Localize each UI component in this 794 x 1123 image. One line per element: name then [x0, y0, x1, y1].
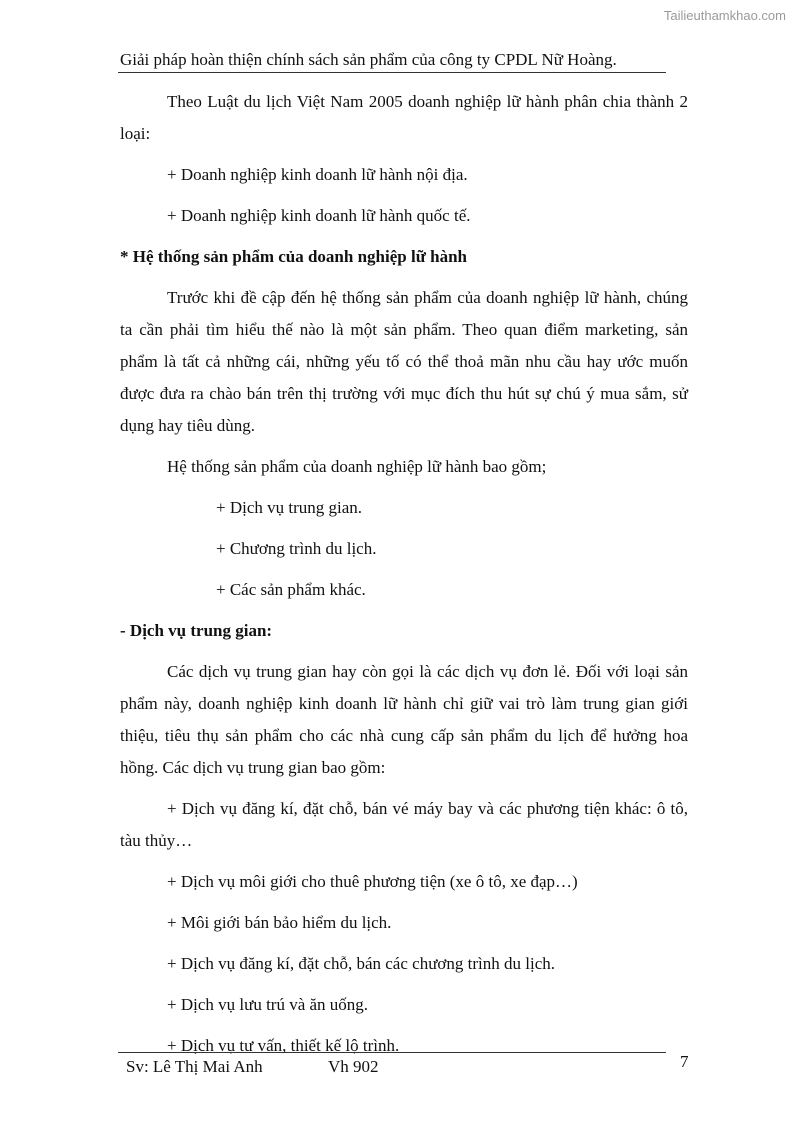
page-number: 7	[680, 1052, 689, 1071]
paragraph-product-definition: Trước khi đề cập đến hệ thống sản phẩm của doanh nghiệp lữ hành, chúng ta cần phải tìm hiểu thế nào là một sản phẩm. Theo quan điểm marketing, sản phẩm là tất cả những cái, những yếu tố có thể thoả mãn nhu cầu hay ước muốn được đưa ra chào bán trên thị trường với mục đích thu hút sự chú ý mua sắm, sử dụng hay tiêu dùng.	[120, 288, 688, 435]
list-item: + Chương trình du lịch.	[216, 539, 377, 558]
paragraph-law-classification: Theo Luật du lịch Việt Nam 2005 doanh nghiệp lữ hành phân chia thành 2 loại:	[120, 92, 688, 143]
list-item: + Dịch vụ môi giới cho thuê phương tiện (xe ô tô, xe đạp…)	[167, 872, 578, 891]
footer-class-code: Vh 902	[328, 1057, 379, 1076]
list-item: + Dịch vụ đăng kí, đặt chỗ, bán các chương trình du lịch.	[167, 954, 555, 973]
list-item: + Dịch vụ đăng kí, đặt chỗ, bán vé máy bay và các phương tiện khác: ô tô, tàu thủy…	[120, 799, 688, 850]
list-item: + Doanh nghiệp kinh doanh lữ hành nội địa.	[167, 165, 468, 184]
list-item: + Dịch vụ trung gian.	[216, 498, 363, 517]
list-item: + Dịch vụ tư vấn, thiết kế lộ trình.	[167, 1036, 400, 1055]
section-heading-intermediary-services: - Dịch vụ trung gian:	[120, 621, 273, 640]
list-item: + Doanh nghiệp kinh doanh lữ hành quốc tế.	[167, 206, 471, 225]
list-item: + Môi giới bán bảo hiểm du lịch.	[167, 913, 392, 932]
footer-divider	[118, 1052, 666, 1053]
page-header-title: Giải pháp hoàn thiện chính sách sản phẩm của công ty CPDL Nữ Hoàng.	[120, 50, 617, 69]
document-body	[120, 86, 688, 1062]
watermark-text: Tailieuthamkhao.com	[663, 8, 786, 23]
header-divider	[118, 72, 666, 73]
paragraph-intermediary-services: Các dịch vụ trung gian hay còn gọi là các dịch vụ đơn lẻ. Đối với loại sản phẩm này, doanh nghiệp kinh doanh lữ hành chỉ giữ vai trò làm trung gian giới thiệu, tiêu thụ sản phẩm cho các nhà cung cấp sản phẩm du lịch để hưởng hoa hồng. Các dịch vụ trung gian bao gồm:	[120, 662, 688, 777]
list-item: + Các sản phẩm khác.	[216, 580, 366, 599]
paragraph-product-system-intro: Hệ thống sản phẩm của doanh nghiệp lữ hành bao gồm;	[167, 457, 547, 476]
footer-student-name: Sv: Lê Thị Mai Anh	[126, 1057, 263, 1076]
section-heading-product-system: * Hệ thống sản phẩm của doanh nghiệp lữ hành	[120, 247, 468, 266]
list-item: + Dịch vụ lưu trú và ăn uống.	[167, 995, 369, 1014]
